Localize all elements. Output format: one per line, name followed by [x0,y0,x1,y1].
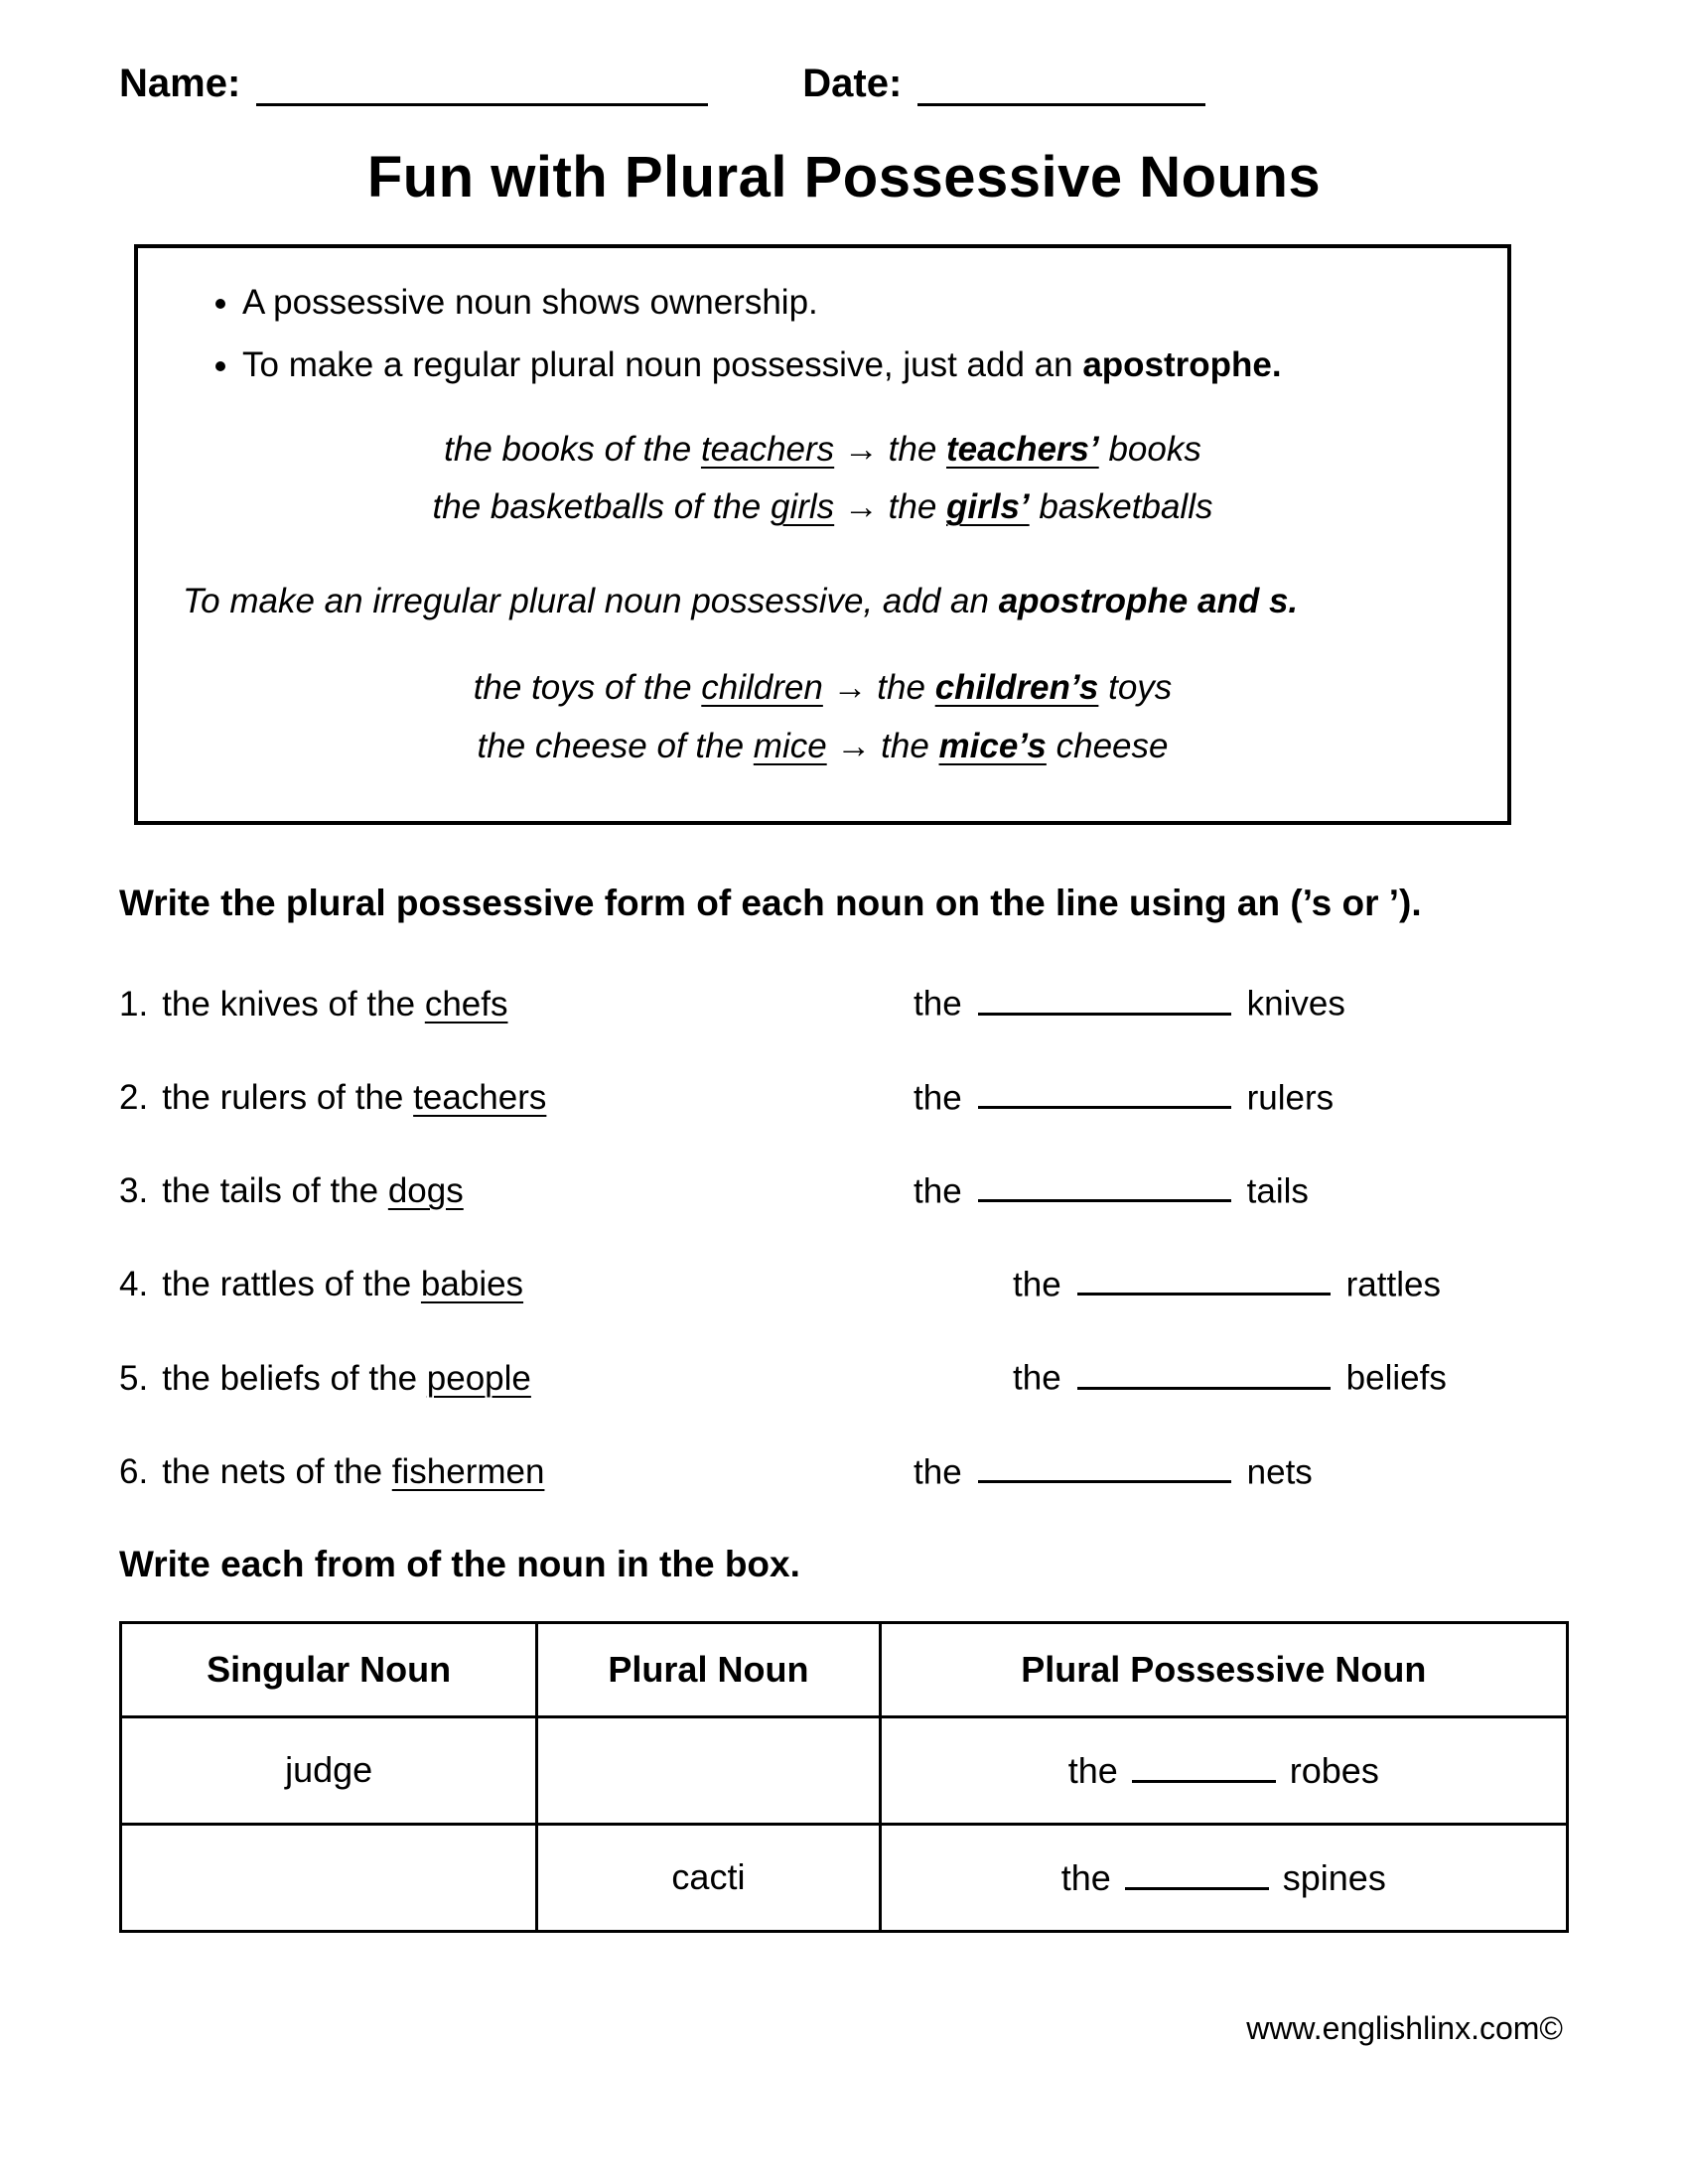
example-2-arrow: → the [834,487,947,527]
item-3-answer-blank [978,1169,1231,1202]
row-1-poss-post: robes [1289,1749,1379,1791]
item-1-the: the [914,984,962,1024]
example-2-pre: the basketballs of the [432,487,771,527]
example-line-2 [183,482,1463,533]
rules-list [183,278,1463,391]
item-4-noun: babies [420,1265,524,1304]
date-group [802,62,1205,106]
item-5-the: the [1013,1358,1061,1398]
row-2-plural-cell: cacti [537,1824,880,1931]
item-6-text: the nets of the [162,1451,392,1491]
row-2-possessive-cell [880,1824,1567,1931]
item-1-text: the knives of the [162,984,425,1024]
date-label: Date: [802,62,903,105]
exercise-item-4-answer [1013,1263,1441,1304]
exercise-item-3-prompt [119,1171,914,1211]
name-date-row [119,62,1569,106]
item-3-number: 3. [119,1171,149,1210]
exercise-item-6-answer [914,1450,1313,1492]
item-3-the: the [914,1171,962,1210]
exercise-item-1 [119,982,1569,1024]
row-2-singular-cell [121,1824,537,1931]
irregular-examples [183,663,1463,772]
date-blank [917,68,1205,106]
item-4-number: 4. [119,1265,149,1304]
example-3-post: toys [1098,667,1173,707]
item-2-noun: teachers [413,1077,547,1117]
exercise-item-2-answer [914,1076,1334,1118]
item-5-tail: beliefs [1345,1358,1447,1398]
item-4-tail: rattles [1345,1265,1441,1304]
exercise-list [119,982,1569,1492]
rule-bullet-2 [242,341,1463,391]
row-1-plural-cell [537,1716,880,1824]
example-4-arrow: → the [826,726,939,765]
row-2-possessive-blank [1125,1856,1269,1890]
example-4-pre: the cheese of the [477,726,754,765]
item-6-tail: nets [1246,1451,1313,1491]
example-1-pre: the books of the [444,429,701,469]
example-1-arrow: → the [834,429,947,469]
example-2-post: basketballs [1029,487,1213,527]
item-4-text: the rattles of the [162,1265,421,1304]
example-4-underlined-1: mice [753,726,827,765]
item-6-number: 6. [119,1451,149,1491]
item-2-text: the rulers of the [162,1077,414,1117]
item-5-noun: people [426,1358,531,1398]
box-section-heading: Write each from of the noun in the box. [119,1543,800,1584]
item-1-number: 1. [119,984,149,1024]
noun-table-row-1 [121,1716,1568,1824]
name-label: Name: [119,62,241,105]
noun-table-row-2 [121,1824,1568,1931]
item-3-text: the tails of the [162,1171,388,1210]
header-plural-noun: Plural Noun [537,1622,880,1716]
exercise-item-5-answer [1013,1356,1447,1398]
item-2-tail: rulers [1246,1077,1335,1117]
example-1-underlined-2: teachers’ [946,429,1099,469]
item-1-tail: knives [1246,984,1345,1024]
example-2-underlined-2: girls’ [946,487,1030,527]
item-6-the: the [914,1451,962,1491]
example-3-underlined-2: children’s [934,667,1099,707]
rules-box [134,244,1511,825]
item-6-noun: fishermen [391,1451,545,1491]
row-2-poss-pre: the [1060,1856,1111,1898]
rule-bullet-1 [242,278,1463,329]
exercise-item-4-prompt [119,1265,914,1304]
example-line-4 [183,722,1463,772]
example-3-pre: the toys of the [473,667,702,707]
exercise-item-5 [119,1356,1569,1398]
regular-examples [183,425,1463,534]
example-3-underlined-1: children [701,667,823,707]
noun-table [119,1621,1569,1933]
row-1-possessive-cell [880,1716,1567,1824]
item-2-answer-blank [978,1076,1231,1109]
exercise-instruction: Write the plural possessive form of each noun on the line using an (’s or ’). [119,883,1422,924]
row-1-poss-pre: the [1067,1749,1118,1791]
item-5-text: the beliefs of the [162,1358,427,1398]
example-4-underlined-2: mice’s [938,726,1047,765]
item-1-answer-blank [978,982,1231,1015]
irregular-rule-bold: apostrophe and s. [998,582,1299,620]
example-1-underlined-1: teachers [700,429,835,469]
example-3-arrow: → the [822,667,935,707]
item-3-noun: dogs [387,1171,464,1210]
item-2-the: the [914,1077,962,1117]
noun-table-header-row [121,1622,1568,1716]
example-line-1 [183,425,1463,476]
exercise-item-1-prompt [119,985,914,1024]
example-line-3 [183,663,1463,714]
exercise-item-4 [119,1263,1569,1304]
item-5-number: 5. [119,1358,149,1398]
example-4-post: cheese [1046,726,1169,765]
item-6-answer-blank [978,1450,1231,1483]
item-2-number: 2. [119,1077,149,1117]
irregular-rule-line [183,577,1463,627]
exercise-item-3 [119,1169,1569,1211]
exercise-item-6-prompt [119,1452,914,1492]
irregular-rule-text: To make an irregular plural noun possessive, add an [183,582,999,620]
exercise-item-2-prompt [119,1078,914,1118]
example-2-underlined-1: girls [771,487,835,527]
rule-bullet-2-bold: apostrophe. [1082,344,1282,384]
exercise-item-2 [119,1076,1569,1118]
example-1-post: books [1098,429,1201,469]
item-5-answer-blank [1077,1356,1331,1389]
exercise-item-5-prompt [119,1359,914,1399]
row-1-possessive-blank [1132,1749,1276,1783]
row-2-poss-post: spines [1282,1856,1386,1898]
page-title: Fun with Plural Possessive Nouns [366,145,1322,209]
exercise-item-1-answer [914,982,1345,1024]
header-plural-possessive-noun: Plural Possessive Noun [880,1622,1567,1716]
footer-url: www.englishlinx.com© [1246,2009,1563,2046]
header-singular-noun: Singular Noun [121,1622,537,1716]
name-blank [256,68,708,106]
item-3-tail: tails [1246,1171,1309,1210]
row-1-singular-cell: judge [121,1716,537,1824]
item-4-the: the [1013,1265,1061,1304]
rule-bullet-2-text: To make a regular plural noun possessive, just add an [242,344,1083,384]
exercise-item-3-answer [914,1169,1309,1211]
exercise-item-6 [119,1450,1569,1492]
item-4-answer-blank [1077,1263,1331,1296]
rule-bullet-1-text: A possessive noun shows ownership. [242,283,818,322]
item-1-noun: chefs [424,984,508,1024]
